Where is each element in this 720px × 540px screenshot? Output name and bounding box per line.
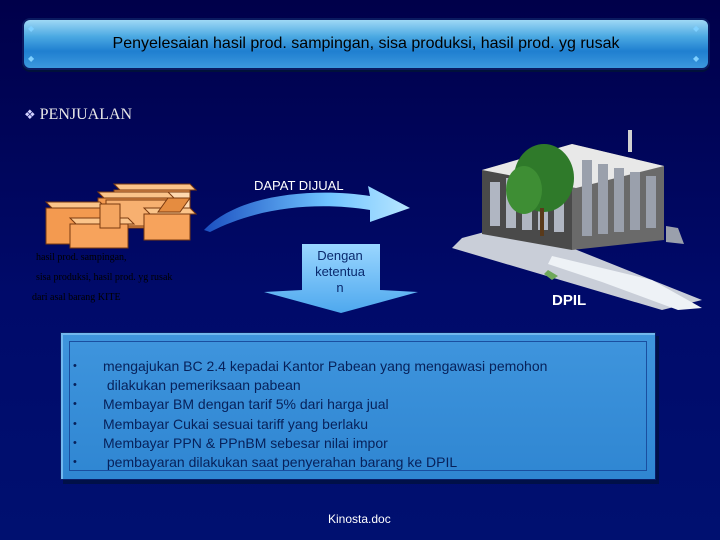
section-heading-label: PENJUALAN [39,106,133,123]
goods-label-1: hasil prod. sampingan, [36,252,127,263]
diamond-bullet-icon: ❖ [24,107,36,122]
condition-line: n [336,280,344,295]
building-icon [452,130,702,310]
list-item [73,434,547,453]
list-item-text: mengajukan BC 2.4 kepadai Kantor Pabean yang mengawasi pemohon [103,358,548,374]
list-item [73,395,547,414]
list-item-text: Membayar BM dengan tarif 5% dari harga jual [103,396,389,413]
dot-bullet-icon: • [73,379,77,392]
slide-title-box [22,18,710,70]
list-item-text: Membayar Cukai sesuai tariff yang berlaku [103,415,369,432]
list-item-text: Membayar PPN & PPnBM sebesar nilai impor [103,434,388,451]
slide-title: Penyelesaian hasil prod. sampingan, sisa produksi, hasil prod. yg rusak [112,35,620,52]
section-heading [24,106,132,124]
corner-marker-icon: ◆ [28,24,35,33]
corner-marker-icon: ◆ [693,24,700,33]
list-item [73,453,547,472]
dot-bullet-icon: • [73,417,77,430]
goods-label-2: sisa produksi, hasil prod. yg rusak [36,272,173,283]
condition-label [300,248,380,296]
dot-bullet-icon: • [73,436,77,449]
requirements-list [73,357,547,472]
condition-line: Dengan [317,248,363,263]
condition-line: ketentua [315,264,365,279]
dot-bullet-icon: • [73,398,77,411]
corner-marker-icon: ◆ [693,54,700,63]
dot-bullet-icon: • [73,456,77,469]
list-item [73,376,547,395]
requirements-box [60,332,656,480]
list-item-text: pembayaran dilakukan saat penyerahan barang ke DPIL [103,454,458,471]
list-item-text: dilakukan pemeriksaan pabean [103,377,301,394]
list-item [73,357,547,376]
goods-label-3: dari asal barang KITE [32,292,121,303]
destination-label: DPIL [552,292,587,309]
footer-label: Kinosta.doc [328,512,391,526]
stacked-boxes-icon [40,178,210,250]
dot-bullet-icon: • [73,360,77,372]
corner-marker-icon: ◆ [28,54,35,63]
sell-label: DAPAT DIJUAL [254,178,344,193]
list-item [73,415,547,434]
